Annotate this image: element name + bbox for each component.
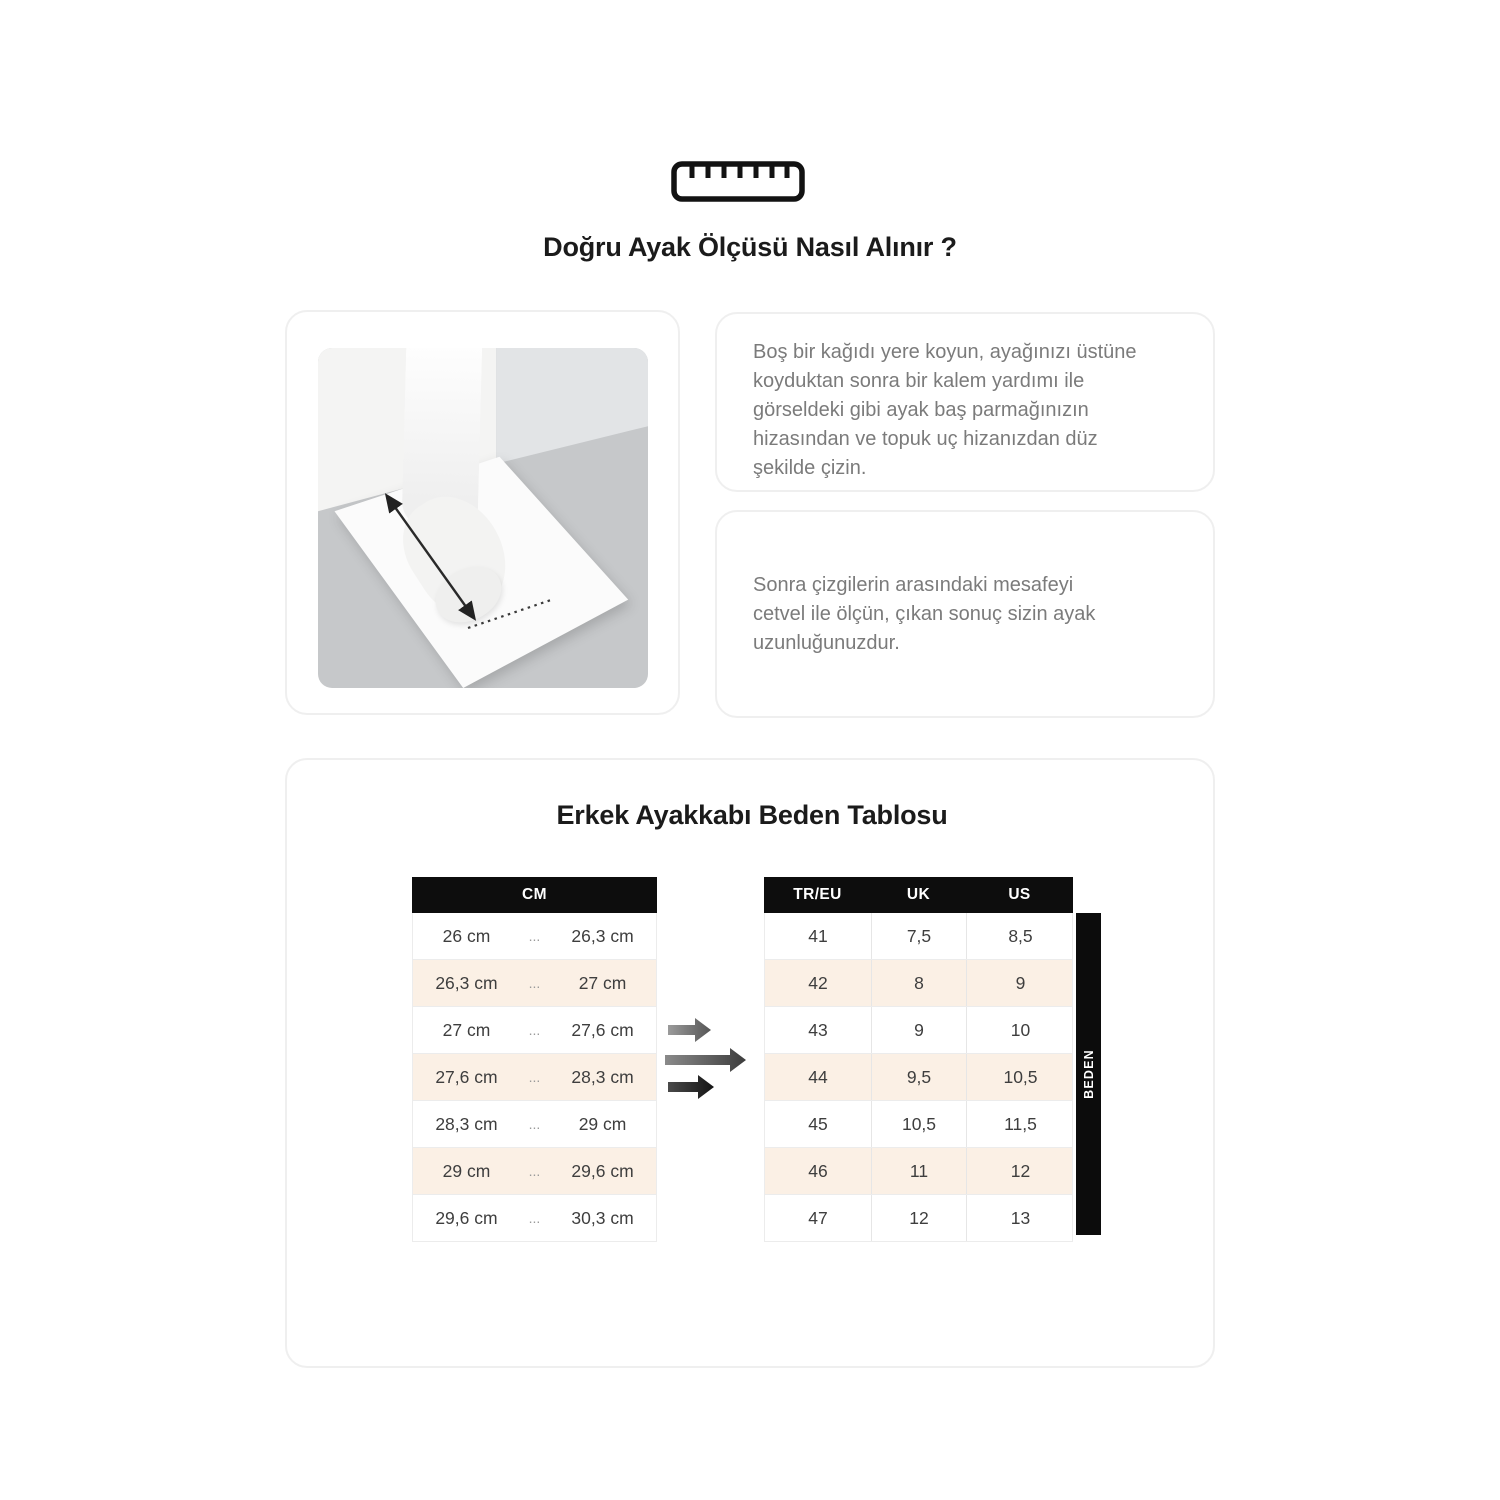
range-separator: ... (528, 975, 541, 991)
col-header-tr-eu: TR/EU (793, 886, 842, 903)
col-header-uk: UK (906, 886, 931, 903)
range-separator: ... (528, 1069, 541, 1085)
cm-table (412, 877, 657, 1242)
instruction-card-2 (715, 510, 1215, 718)
table-row: 29 cm ... 29,6 cm (413, 1148, 656, 1195)
table-row: 43 9 10 (765, 1007, 1072, 1054)
table-row: 27 cm ... 27,6 cm (413, 1007, 656, 1054)
foot-measurement-photo (318, 348, 648, 688)
table-row: 45 10,5 11,5 (765, 1101, 1072, 1148)
range-separator: ... (528, 1163, 541, 1179)
table-row: 42 8 9 (765, 960, 1072, 1007)
page-title: Doğru Ayak Ölçüsü Nasıl Alınır ? (543, 232, 957, 262)
size-table-card (285, 758, 1215, 1368)
table-row: 27,6 cm ... 28,3 cm (413, 1054, 656, 1101)
transfer-arrows-icon (662, 1012, 754, 1104)
col-header-us: US (1008, 886, 1031, 903)
table-row: 26,3 cm ... 27 cm (413, 960, 656, 1007)
instruction-text-2: Sonra çizgilerin arasındaki mesafeyi cetvel ile ölçün, çıkan sonuç sizin ayak uzunluğunuzdur. (753, 573, 1096, 654)
table-row: 44 9,5 10,5 (765, 1054, 1072, 1101)
size-table-title: Erkek Ayakkabı Beden Tablosu (556, 800, 948, 830)
table-row: 28,3 cm ... 29 cm (413, 1101, 656, 1148)
table-row: 29,6 cm ... 30,3 cm (413, 1195, 656, 1241)
table-row: 26 cm ... 26,3 cm (413, 913, 656, 960)
instruction-card-1 (715, 312, 1215, 492)
table-row: 41 7,5 8,5 (765, 913, 1072, 960)
intl-size-table (764, 877, 1073, 1242)
range-separator: ... (528, 1210, 541, 1226)
beden-axis-label: BEDEN (1076, 913, 1101, 1235)
measure-arrow-icon (318, 348, 648, 688)
foot-photo-card (285, 310, 680, 715)
table-row: 47 12 13 (765, 1195, 1072, 1241)
range-separator: ... (528, 928, 541, 944)
range-separator: ... (528, 1116, 541, 1132)
intl-table-header (764, 877, 1073, 913)
range-separator: ... (528, 1022, 541, 1038)
ruler-icon (670, 160, 806, 204)
cm-table-header: CM (412, 877, 657, 913)
table-row: 46 11 12 (765, 1148, 1072, 1195)
instruction-text-1: Boş bir kağıdı yere koyun, ayağınızı üstüne koyduktan sonra bir kalem yardımı ile görseldeki gibi ayak baş parmağınızın hizasından ve topuk uç hizanızdan düz şekilde çizin. (753, 341, 1137, 479)
